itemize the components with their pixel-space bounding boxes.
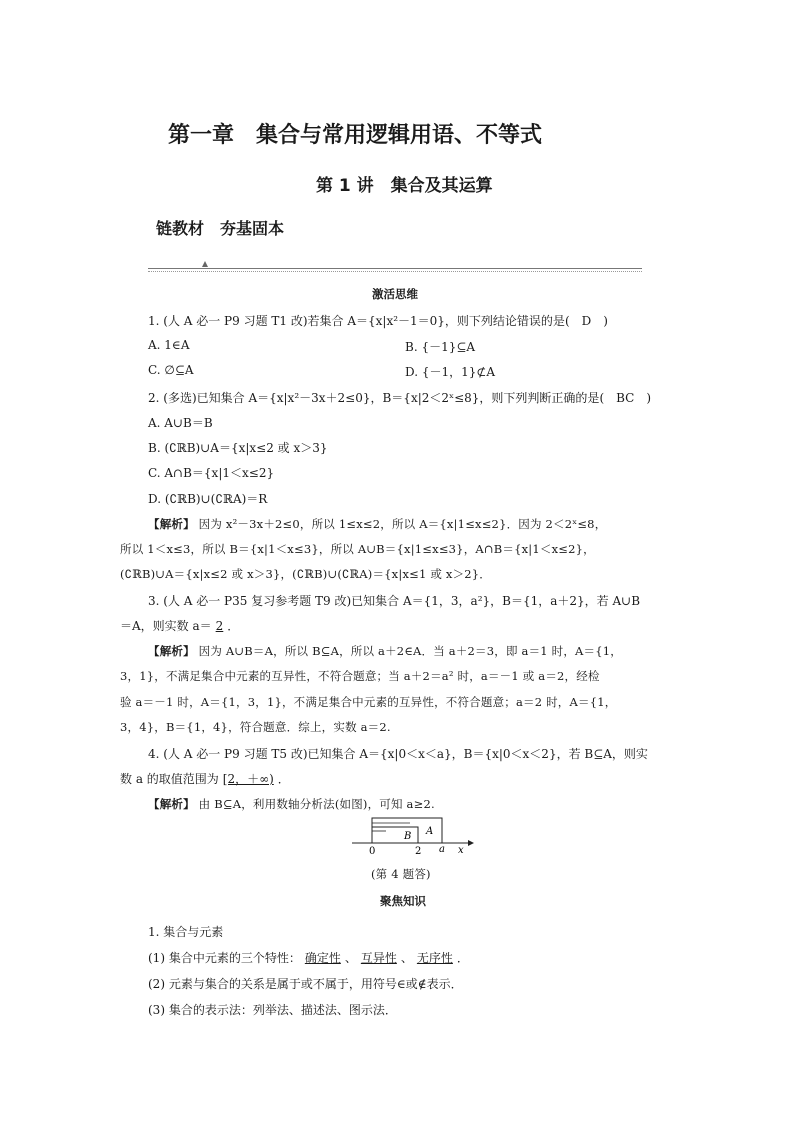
section-heading-focus: 聚焦知识 xyxy=(380,894,426,908)
section-title: 链教材 夯基固本 xyxy=(156,219,285,238)
figure-caption: (第 4 题答) xyxy=(371,867,431,881)
knowledge-point-1-text: (1) 集合中元素的三个特性： xyxy=(148,951,301,965)
q2-solution-line-1 xyxy=(148,516,606,532)
q3-stem-line-1: 3. (人 A 必一 P35 复习参考题 T9 改)已知集合 A＝{1，3，a²}，B＝{1，a＋2}，若 A∪B xyxy=(148,594,641,608)
knowledge-point-3: (3) 集合的表示法：列举法、描述法、图示法． xyxy=(148,1003,397,1017)
divider-rule-dotted xyxy=(148,271,642,272)
q3-solution-line-2: 3，1}，不满足集合中元素的互异性，不符合题意；当 a＋2＝a² 时，a＝－1 或 a＝2，经检 xyxy=(120,669,600,683)
number-line-figure xyxy=(350,815,480,857)
q2-solution-line-2: 所以 1＜x≤3，所以 B＝{x|1＜x≤3}，所以 A∪B＝{x|1≤x≤3}，A∩B＝{x|1＜x≤2}， xyxy=(120,542,595,556)
fig-tick-2: 2 xyxy=(415,846,422,857)
q2-solution-text-1: 因为 x²－3x＋2≤0，所以 1≤x≤2，所以 A＝{x|1≤x≤2}．因为 2＜2ˣ≤8， xyxy=(198,517,607,531)
knowledge-answer-3: 无序性 xyxy=(416,951,453,965)
q1-option-b: B. {－1}⊆A xyxy=(405,340,476,354)
knowledge-title: 1. 集合与元素 xyxy=(148,925,224,939)
fig-tick-a: a xyxy=(439,844,445,855)
fig-label-a-set: A xyxy=(426,826,434,837)
q3-solution-text-1: 因为 A∪B＝A，所以 B⊆A，所以 a＋2∈A．当 a＋2＝3，即 a＝1 时，A＝{1， xyxy=(198,644,622,658)
q4-stem-text: 数 a 的取值范围为 xyxy=(120,772,219,786)
q3-stem-end: ． xyxy=(227,619,240,633)
q3-answer: 2 xyxy=(215,619,224,633)
knowledge-sep-2: 、 xyxy=(400,951,413,965)
divider-rule xyxy=(148,268,642,269)
knowledge-end: ． xyxy=(456,951,469,965)
q1-stem: 1. (人 A 必一 P9 习题 T1 改)若集合 A＝{x|x²－1＝0}，则下列结论错误的是( D ) xyxy=(148,314,608,328)
fig-axis-x: x xyxy=(458,845,464,856)
q2-option-c: C. A∩B＝{x|1＜x≤2} xyxy=(148,466,275,480)
knowledge-answer-1: 确定性 xyxy=(304,951,341,965)
knowledge-sep-1: 、 xyxy=(344,951,357,965)
solution-label: 【解析】 xyxy=(148,797,195,811)
q4-stem-line-2 xyxy=(120,770,290,787)
knowledge-point-2: (2) 元素与集合的关系是属于或不属于，用符号∈或∉表示． xyxy=(148,977,463,991)
q2-option-a: A. A∪B＝B xyxy=(148,416,213,430)
q4-solution-line-1 xyxy=(148,796,435,812)
triangle-marker-icon xyxy=(202,261,208,267)
q2-option-d: D. (∁ℝB)∪(∁ℝA)＝R xyxy=(148,492,268,506)
chapter-title: 第一章 集合与常用逻辑用语、不等式 xyxy=(168,123,543,148)
solution-label: 【解析】 xyxy=(148,517,195,531)
axis-arrow-icon xyxy=(468,840,474,846)
q4-stem-end: ． xyxy=(277,772,290,786)
knowledge-point-1 xyxy=(148,949,469,966)
q4-stem-line-1: 4. (人 A 必一 P9 习题 T5 改)已知集合 A＝{x|0＜x＜a}，B＝{x|0＜x＜2}，若 B⊆A，则实 xyxy=(148,747,648,761)
knowledge-answer-2: 互异性 xyxy=(360,951,397,965)
q2-stem: 2. (多选)已知集合 A＝{x|x²－3x＋2≤0}，B＝{x|2＜2ˣ≤8}，则下列判断正确的是( BC ) xyxy=(148,391,652,405)
fig-tick-0: 0 xyxy=(369,846,376,857)
q1-option-c: C. ∅⊆A xyxy=(148,363,194,377)
section-heading-activate: 激活思维 xyxy=(372,287,418,301)
q4-answer: [2，＋∞) xyxy=(222,772,274,786)
fig-label-b: B xyxy=(404,831,412,842)
q3-solution-line-1 xyxy=(148,643,622,659)
q1-option-a: A. 1∈A xyxy=(148,338,190,352)
q2-option-b: B. (∁ℝB)∪A＝{x|x≤2 或 x＞3} xyxy=(148,441,328,455)
q3-stem-line-2 xyxy=(120,617,239,634)
q4-solution-text-1: 由 B⊆A，利用数轴分析法(如图)，可知 a≥2. xyxy=(198,797,435,811)
q3-stem-text: ＝A，则实数 a＝ xyxy=(120,619,212,633)
q2-solution-line-3: (∁ℝB)∪A＝{x|x≤2 或 x＞3}，(∁ℝB)∪(∁ℝA)＝{x|x≤1 或 x＞2}． xyxy=(120,567,492,581)
q3-solution-line-4: 3，4}，B＝{1，4}，符合题意．综上，实数 a＝2. xyxy=(120,720,391,734)
solution-label: 【解析】 xyxy=(148,644,195,658)
lecture-title: 第 1 讲 集合及其运算 xyxy=(316,176,493,196)
q3-solution-line-3: 验 a＝－1 时，A＝{1，3，1}，不满足集合中元素的互异性，不符合题意；a＝2 时，A＝{1， xyxy=(120,695,617,709)
q1-option-d: D. {－1，1}⊄A xyxy=(405,365,496,379)
